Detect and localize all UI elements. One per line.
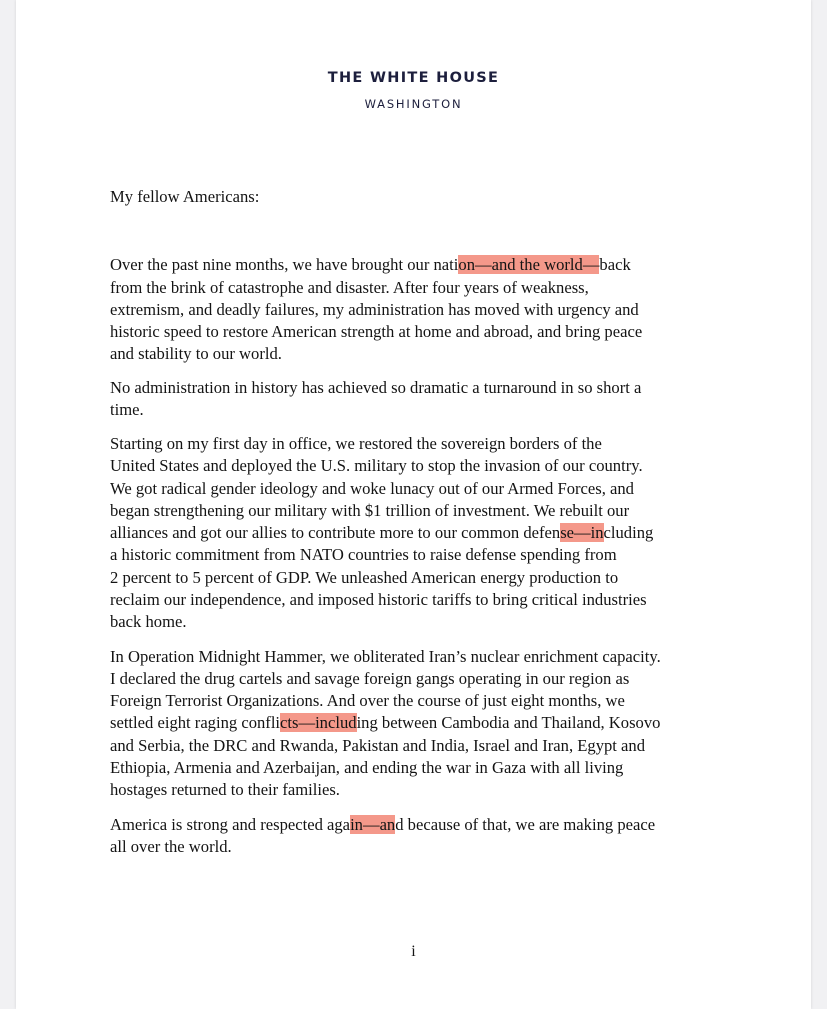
letterhead-subtitle: WASHINGTON — [364, 97, 463, 111]
text-line: from the brink of catastrophe and disaster. After four years of weakness, — [110, 278, 589, 297]
document-page — [16, 0, 811, 1009]
text-line: Over the past nine months, we have brought our nation—and the world—back — [110, 255, 631, 274]
text-line: We got radical gender ideology and woke lunacy out of our Armed Forces, and — [110, 479, 634, 498]
text-line: hostages returned to their families. — [110, 780, 340, 799]
highlight-mark: in—an — [350, 815, 396, 834]
salutation: My fellow Americans: — [110, 187, 260, 206]
text-line: Ethiopia, Armenia and Azerbaijan, and ending the war in Gaza with all living — [110, 758, 624, 777]
highlight-mark: on—and the world— — [458, 255, 600, 274]
highlight-mark: se—in — [560, 523, 604, 542]
text-line: settled eight raging conflicts—including between Cambodia and Thailand, Kosovo — [110, 713, 661, 732]
text-line: time. — [110, 400, 144, 419]
text-line: Starting on my first day in office, we restored the sovereign borders of the — [110, 434, 602, 453]
text-line: alliances and got our allies to contribute more to our common defense—including — [110, 523, 654, 542]
text-line: Foreign Terrorist Organizations. And over the course of just eight months, we — [110, 691, 625, 710]
text-line: I declared the drug cartels and savage foreign gangs operating in our region as — [110, 669, 630, 688]
text-line: extremism, and deadly failures, my administration has moved with urgency and — [110, 300, 639, 319]
letterhead-title: THE WHITE HOUSE — [327, 70, 500, 86]
highlight-mark: cts—includ — [280, 713, 357, 732]
text-line: back home. — [110, 612, 187, 631]
text-line: and Serbia, the DRC and Rwanda, Pakistan and India, Israel and Iran, Egypt and — [110, 736, 646, 755]
text-line: and stability to our world. — [110, 344, 282, 363]
text-line: historic speed to restore American strength at home and abroad, and bring peace — [110, 322, 643, 341]
text-line: In Operation Midnight Hammer, we obliterated Iran’s nuclear enrichment capacity. — [110, 647, 661, 666]
text-line: began strengthening our military with $1 trillion of investment. We rebuilt our — [110, 501, 630, 520]
text-line: 2 percent to 5 percent of GDP. We unleashed American energy production to — [110, 568, 619, 587]
text-line: United States and deployed the U.S. military to stop the invasion of our country. — [110, 456, 643, 475]
page-number: i — [411, 943, 416, 960]
text-line: all over the world. — [110, 837, 232, 856]
text-line: America is strong and respected again—and because of that, we are making peace — [110, 815, 656, 834]
text-line: reclaim our independence, and imposed historic tariffs to bring critical industries — [110, 590, 647, 609]
text-line: a historic commitment from NATO countries to raise defense spending from — [110, 545, 617, 564]
text-line: No administration in history has achieved so dramatic a turnaround in so short a — [110, 378, 642, 397]
